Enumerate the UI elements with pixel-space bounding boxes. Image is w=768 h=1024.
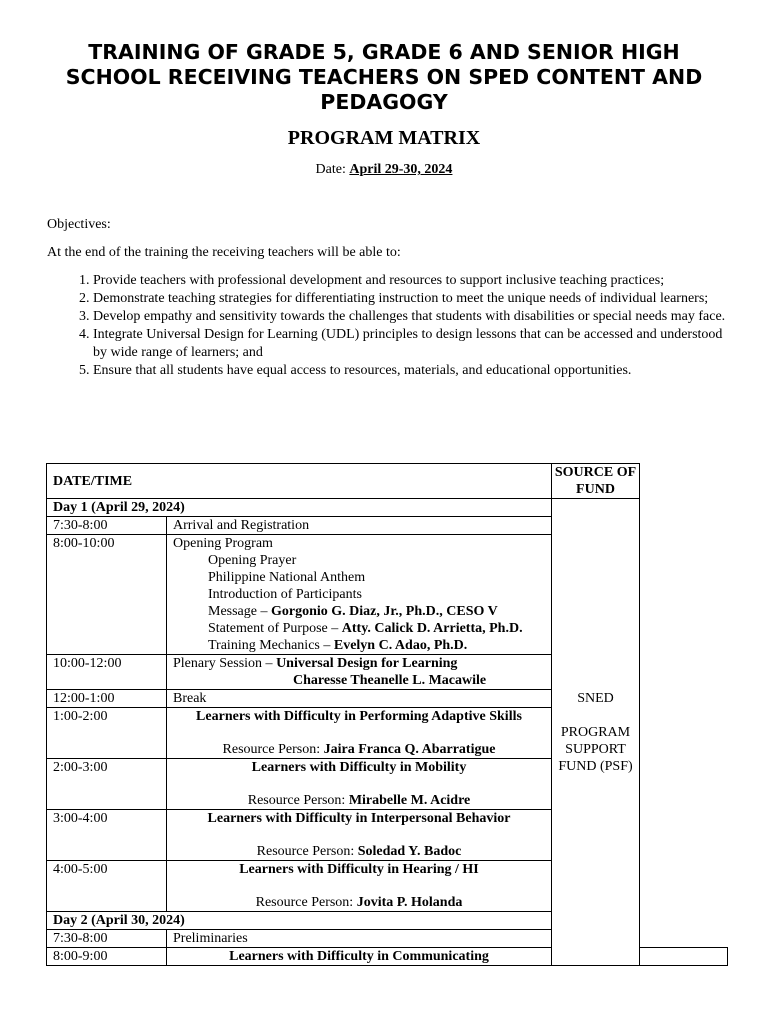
time-cell: 7:30-8:00 [47, 517, 167, 535]
activity-cell [167, 948, 552, 966]
training-date [0, 161, 768, 179]
opening-program: Opening Program [173, 536, 273, 551]
resource-person [173, 792, 545, 809]
activity-cell: Arrival and Registration [167, 517, 552, 535]
objective-item: 1. Provide teachers with professional development and resources to support inclusive teaching practices; [93, 272, 727, 290]
purpose-name: Atty. Calick D. Arrietta, Ph.D. [341, 621, 523, 636]
header-source-of-fund: SOURCE OF FUND [552, 464, 640, 499]
rp-name: Mirabelle M. Acidre [348, 793, 471, 808]
session-topic: Learners with Difficulty in Performing Adaptive Skills [196, 709, 522, 724]
activity-cell: Preliminaries [167, 930, 552, 948]
time-cell: 3:00-4:00 [47, 810, 167, 861]
rp-label: Resource Person: [247, 793, 346, 808]
national-anthem: Philippine National Anthem [208, 570, 366, 585]
date-label: Date: [315, 162, 346, 177]
activity-cell [167, 759, 552, 810]
time-cell: 2:00-3:00 [47, 759, 167, 810]
source-sned: SNED [577, 690, 614, 706]
resource-person [173, 741, 545, 758]
objectives-intro: At the end of the training the receiving teachers will be able to: [47, 245, 401, 260]
source-psf: PROGRAM SUPPORT FUND (PSF) [558, 724, 633, 774]
opening-prayer: Opening Prayer [208, 553, 297, 568]
message-label: Message – [208, 604, 268, 619]
purpose-label: Statement of Purpose – [208, 621, 339, 636]
session-topic: Learners with Difficulty in Mobility [251, 760, 467, 775]
time-cell: 8:00-10:00 [47, 535, 167, 655]
activity-cell [167, 861, 552, 912]
introduction: Introduction of Participants [208, 587, 362, 602]
time-cell: 1:00-2:00 [47, 708, 167, 759]
source-of-fund-cell [552, 499, 640, 966]
plenary-speaker: Charesse Theanelle L. Macawile [293, 673, 487, 688]
objectives-heading: Objectives: [47, 217, 111, 232]
time-cell: 7:30-8:00 [47, 930, 167, 948]
document-title: TRAINING OF GRADE 5, GRADE 6 AND SENIOR HIGH SCHOOL RECEIVING TEACHERS ON SPED CONTENT AND PEDAGOGY [65, 40, 703, 114]
session-topic: Learners with Difficulty in Communicating [229, 949, 489, 964]
plenary-label: Plenary Session – [173, 656, 273, 671]
header-datetime: DATE/TIME [47, 464, 552, 499]
activity-cell [167, 708, 552, 759]
activity-cell: Break [167, 690, 552, 708]
resource-person [173, 843, 545, 860]
objective-item: 5. Ensure that all students have equal access to resources, materials, and educational opportunities. [93, 362, 727, 380]
resource-person [173, 894, 545, 911]
mechanics-line [173, 637, 545, 654]
table-header-row [47, 464, 728, 499]
activity-cell [167, 655, 552, 690]
mechanics-name: Evelyn C. Adao, Ph.D. [333, 638, 468, 653]
rp-name: Jaira Franca Q. Abarratigue [323, 742, 496, 757]
time-cell: 10:00-12:00 [47, 655, 167, 690]
time-cell: 4:00-5:00 [47, 861, 167, 912]
time-cell: 12:00-1:00 [47, 690, 167, 708]
source-of-fund-empty [640, 948, 728, 966]
mechanics-label: Training Mechanics – [208, 638, 331, 653]
activity-cell [167, 535, 552, 655]
rp-name: Jovita P. Holanda [356, 895, 463, 910]
day1-label: Day 1 (April 29, 2024) [47, 499, 552, 517]
rp-label: Resource Person: [255, 895, 354, 910]
document-subtitle: PROGRAM MATRIX [287, 127, 481, 149]
program-matrix-table [46, 463, 728, 966]
objective-item: 2. Demonstrate teaching strategies for differentiating instruction to meet the unique needs of individual learners; [93, 290, 727, 308]
rp-name: Soledad Y. Badoc [357, 844, 462, 859]
objective-item: 4. Integrate Universal Design for Learning (UDL) principles to design lessons that can be accessed and understood by wide range of learners; and [93, 326, 727, 362]
rp-label: Resource Person: [256, 844, 355, 859]
date-value: April 29-30, 2024 [349, 162, 453, 177]
session-topic: Learners with Difficulty in Interpersonal Behavior [207, 811, 511, 826]
activity-cell [167, 810, 552, 861]
day-row [47, 499, 728, 517]
objective-item: 3. Develop empathy and sensitivity towards the challenges that students with disabilities or special needs may face. [93, 308, 727, 326]
plenary-line [173, 655, 545, 672]
message-line [173, 603, 545, 620]
rp-label: Resource Person: [222, 742, 321, 757]
plenary-topic: Universal Design for Learning [276, 656, 458, 671]
time-cell: 8:00-9:00 [47, 948, 167, 966]
objectives-list [47, 272, 727, 380]
day2-label: Day 2 (April 30, 2024) [47, 912, 552, 930]
session-topic: Learners with Difficulty in Hearing / HI [239, 862, 479, 877]
message-name: Gorgonio G. Diaz, Jr., Ph.D., CESO V [271, 604, 498, 619]
purpose-line [173, 620, 545, 637]
